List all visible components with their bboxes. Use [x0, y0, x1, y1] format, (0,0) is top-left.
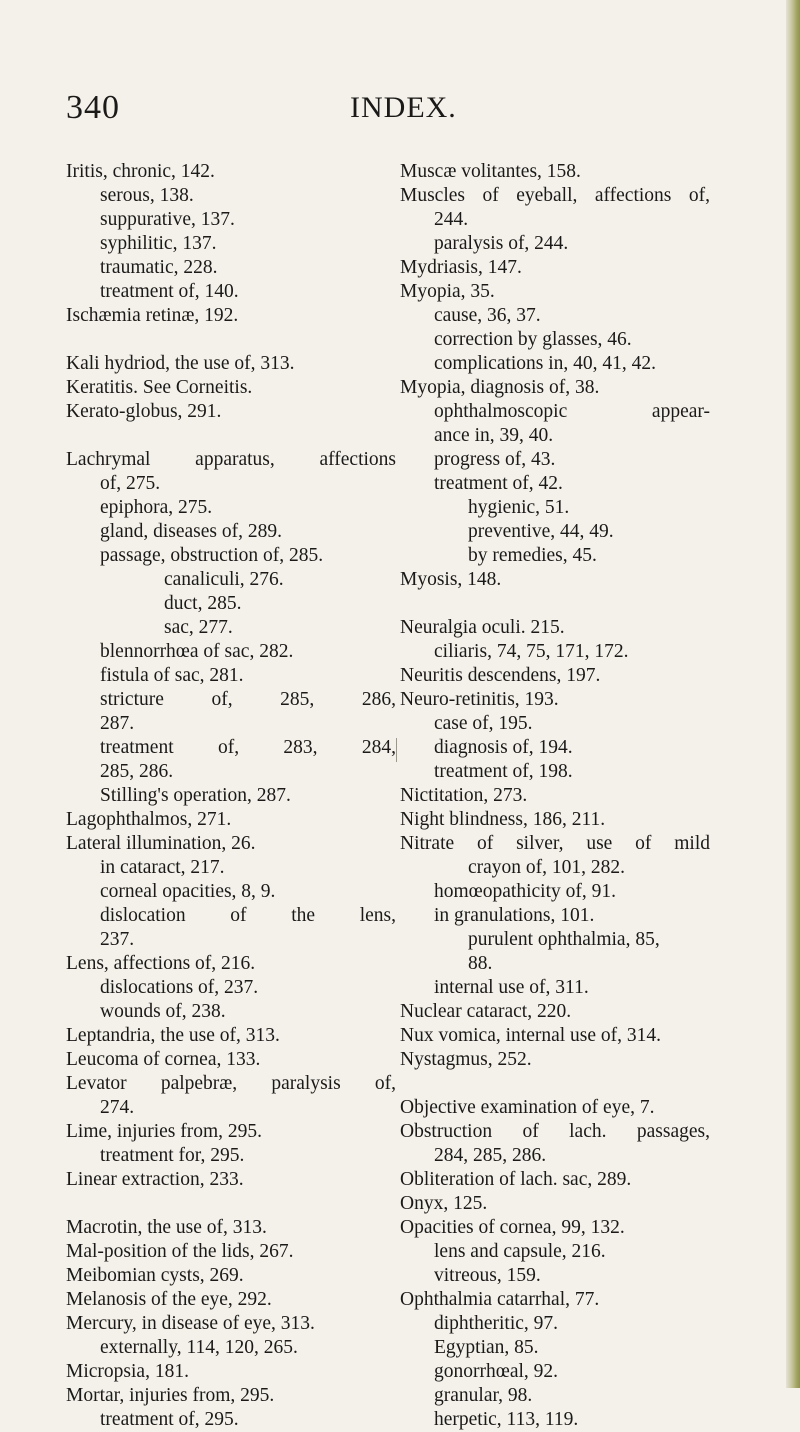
index-subentry: complications in, 40, 41, 42.	[434, 353, 657, 374]
index-entry: Micropsia, 181.	[66, 1361, 189, 1382]
index-subentry: 88.	[468, 953, 493, 974]
index-subentry: treatment for, 295.	[100, 1145, 245, 1166]
index-column-right	[400, 160, 710, 1432]
index-entry: Kerato-globus, 291.	[66, 401, 222, 422]
index-entry: Leptandria, the use of, 313.	[66, 1025, 280, 1046]
entry-gap	[400, 1072, 710, 1096]
index-entry: Nitrate of silver, use of mild	[400, 833, 710, 854]
index-subentry: cause, 36, 37.	[434, 305, 541, 326]
index-subentry: purulent ophthalmia, 85,	[468, 929, 660, 950]
column-rule	[396, 738, 397, 762]
index-subentry: syphilitic, 137.	[100, 233, 217, 254]
index-subentry: externally, 114, 120, 265.	[100, 1337, 298, 1358]
index-entry: Mydriasis, 147.	[400, 257, 522, 278]
index-subentry: progress of, 43.	[434, 449, 556, 470]
index-subentry: 287.	[100, 713, 135, 734]
index-subentry: correction by glasses, 46.	[434, 329, 632, 350]
index-subentry: Egyptian, 85.	[434, 1337, 539, 1358]
index-subentry: duct, 285.	[164, 593, 242, 614]
index-subentry: traumatic, 228.	[100, 257, 218, 278]
index-entry: Nux vomica, internal use of, 314.	[400, 1025, 662, 1046]
index-entry: Myosis, 148.	[400, 569, 502, 590]
index-entry: Lime, injuries from, 295.	[66, 1121, 263, 1142]
index-entry: Night blindness, 186, 211.	[400, 809, 606, 830]
index-subentry: Stilling's operation, 287.	[100, 785, 291, 806]
index-entry: Kali hydriod, the use of, 313.	[66, 353, 295, 374]
index-subentry: wounds of, 238.	[100, 1001, 226, 1022]
index-subentry: fistula of sac, 281.	[100, 665, 244, 686]
index-subentry: gonorrhœal, 92.	[434, 1361, 559, 1382]
index-subentry: stricture of, 285, 286,	[100, 689, 396, 710]
index-subentry: serous, 138.	[100, 185, 194, 206]
index-entry: Leucoma of cornea, 133.	[66, 1049, 261, 1070]
index-entry: Linear extraction, 233.	[66, 1169, 244, 1190]
index-subentry: 285, 286.	[100, 761, 174, 782]
index-entry: Ischæmia retinæ, 192.	[66, 305, 239, 326]
index-subentry: dislocation of the lens,	[100, 905, 396, 926]
index-subentry: by remedies, 45.	[468, 545, 597, 566]
index-column-left	[66, 160, 396, 1432]
index-entry: Mal-position of the lids, 267.	[66, 1241, 294, 1262]
index-entry: Keratitis. See Corneitis.	[66, 377, 253, 398]
index-entry: Nictitation, 273.	[400, 785, 528, 806]
index-subentry: hygienic, 51.	[468, 497, 570, 518]
index-subentry: 237.	[100, 929, 135, 950]
index-entry: Lachrymal apparatus, affections	[66, 449, 396, 470]
index-subentry: blennorrhœa of sac, 282.	[100, 641, 294, 662]
index-subentry: internal use of, 311.	[434, 977, 589, 998]
index-entry: Macrotin, the use of, 313.	[66, 1217, 267, 1238]
index-subentry: treatment of, 140.	[100, 281, 239, 302]
index-subentry: canaliculi, 276.	[164, 569, 284, 590]
index-subentry: vitreous, 159.	[434, 1265, 541, 1286]
index-entry: Melanosis of the eye, 292.	[66, 1289, 272, 1310]
index-entry: Myopia, 35.	[400, 281, 495, 302]
index-entry: Obstruction of lach. passages,	[400, 1121, 710, 1142]
index-entry: Levator palpebræ, paralysis of,	[66, 1073, 396, 1094]
index-entry: Obliteration of lach. sac, 289.	[400, 1169, 632, 1190]
index-subentry: treatment of, 295.	[100, 1409, 239, 1430]
index-subentry: treatment of, 198.	[434, 761, 573, 782]
index-subentry: epiphora, 275.	[100, 497, 213, 518]
index-entry: Lagophthalmos, 271.	[66, 809, 232, 830]
index-entry: Mortar, injuries from, 295.	[66, 1385, 275, 1406]
index-subentry: diphtheritic, 97.	[434, 1313, 559, 1334]
index-entry: Meibomian cysts, 269.	[66, 1265, 244, 1286]
index-entry: Objective examination of eye, 7.	[400, 1097, 655, 1118]
index-subentry: in granulations, 101.	[434, 905, 595, 926]
index-entry: Neuro-retinitis, 193.	[400, 689, 559, 710]
index-entry: Myopia, diagnosis of, 38.	[400, 377, 600, 398]
index-entry: Iritis, chronic, 142.	[66, 161, 215, 182]
index-entry: Onyx, 125.	[400, 1193, 488, 1214]
index-subentry: case of, 195.	[434, 713, 533, 734]
entry-gap	[400, 592, 710, 616]
index-entry: Opacities of cornea, 99, 132.	[400, 1217, 625, 1238]
entry-gap	[66, 1192, 396, 1216]
index-subentry: herpetic, 113, 119.	[434, 1409, 579, 1430]
index-subentry: 274.	[100, 1097, 135, 1118]
page-header	[0, 88, 800, 128]
index-entry: Muscles of eyeball, affections of,	[400, 185, 710, 206]
index-subentry: homœopathicity of, 91.	[434, 881, 616, 902]
index-subentry: ophthalmoscopic appear-	[434, 401, 710, 422]
page-title: INDEX.	[350, 91, 457, 124]
index-subentry: crayon of, 101, 282.	[468, 857, 626, 878]
index-subentry: diagnosis of, 194.	[434, 737, 573, 758]
entry-gap	[66, 424, 396, 448]
index-subentry: in cataract, 217.	[100, 857, 225, 878]
index-subentry: sac, 277.	[164, 617, 233, 638]
index-subentry: ance in, 39, 40.	[434, 425, 554, 446]
index-subentry: suppurative, 137.	[100, 209, 235, 230]
index-entry: Neuritis descendens, 197.	[400, 665, 601, 686]
index-entry: Neuralgia oculi. 215.	[400, 617, 565, 638]
index-entry: Lateral illumination, 26.	[66, 833, 256, 854]
index-entry: Lens, affections of, 216.	[66, 953, 256, 974]
index-entry: Mercury, in disease of eye, 313.	[66, 1313, 315, 1334]
index-subentry: passage, obstruction of, 285.	[100, 545, 324, 566]
index-subentry: corneal opacities, 8, 9.	[100, 881, 276, 902]
index-entry: Nystagmus, 252.	[400, 1049, 532, 1070]
index-subentry: gland, diseases of, 289.	[100, 521, 282, 542]
page-edge-discoloration	[786, 0, 800, 1388]
index-subentry: of, 275.	[100, 473, 161, 494]
entry-gap	[66, 328, 396, 352]
index-entry: Nuclear cataract, 220.	[400, 1001, 572, 1022]
index-subentry: lens and capsule, 216.	[434, 1241, 606, 1262]
index-subentry: 284, 285, 286.	[434, 1145, 547, 1166]
index-subentry: dislocations of, 237.	[100, 977, 259, 998]
index-subentry: treatment of, 283, 284,	[100, 737, 396, 758]
index-subentry: granular, 98.	[434, 1385, 533, 1406]
index-subentry: 244.	[434, 209, 469, 230]
index-subentry: ciliaris, 74, 75, 171, 172.	[434, 641, 629, 662]
index-subentry: paralysis of, 244.	[434, 233, 569, 254]
index-entry: Muscæ volitantes, 158.	[400, 161, 581, 182]
index-entry: Ophthalmia catarrhal, 77.	[400, 1289, 600, 1310]
index-subentry: preventive, 44, 49.	[468, 521, 614, 542]
index-subentry: treatment of, 42.	[434, 473, 563, 494]
page-number: 340	[66, 89, 120, 126]
